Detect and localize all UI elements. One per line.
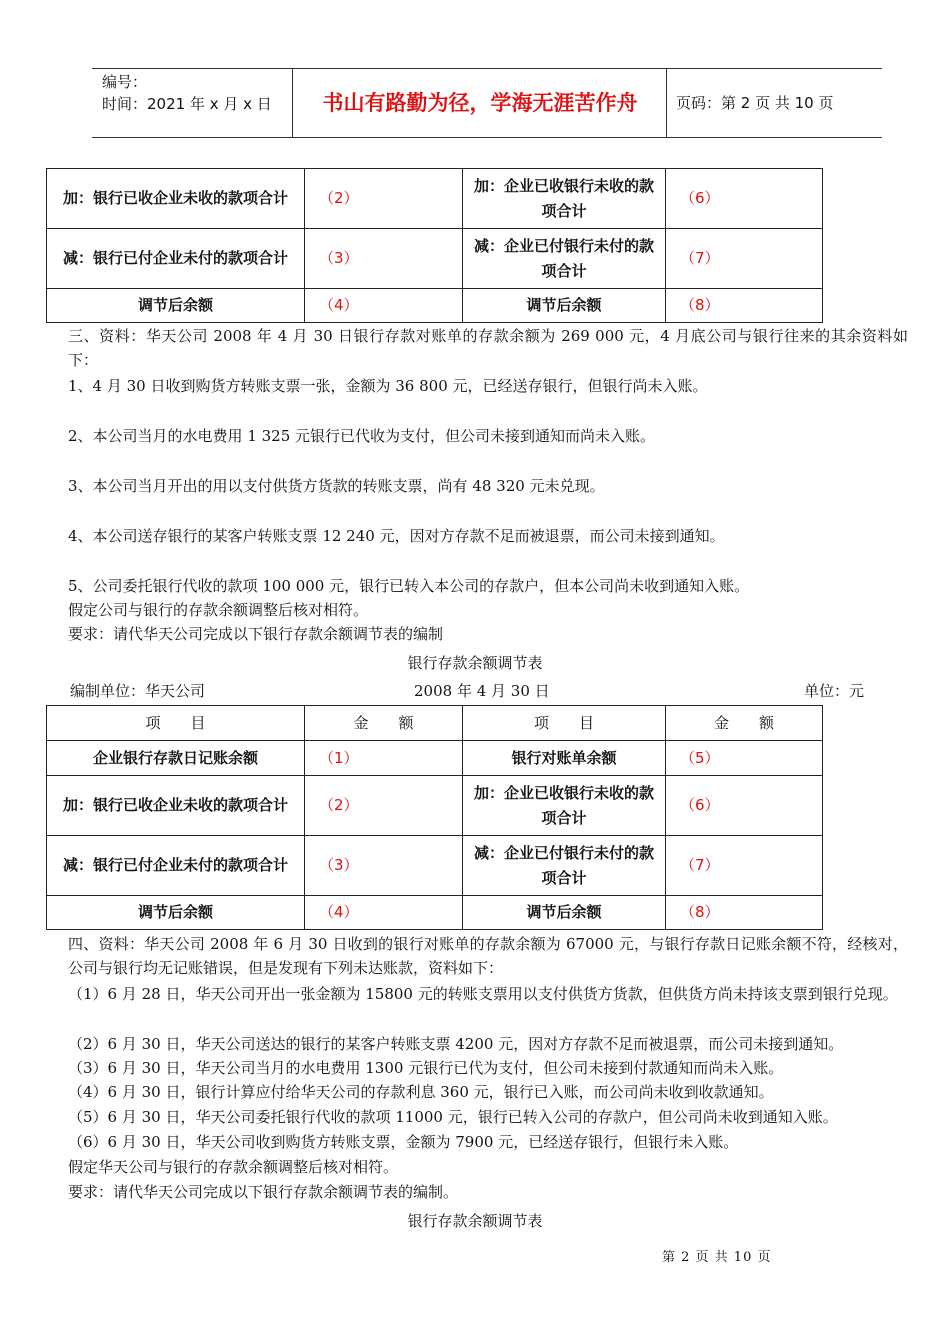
table-row — [47, 289, 823, 323]
page-header — [92, 68, 882, 138]
section4-item: （1）6 月 28 日，华天公司开出一张金额为 15800 元的转账支票用以支付供货方货款，但供货方尚未持该支票到银行兑现。 — [68, 985, 898, 1003]
column-header: 项 目 — [47, 706, 305, 741]
table-cell: （6） — [666, 169, 823, 229]
section4-item: （4）6 月 30 日，银行计算应付给华天公司的存款利息 360 元，银行已入账，而公司尚未收到收款通知。 — [68, 1083, 774, 1101]
table-cell: 调节后余额 — [463, 896, 666, 930]
header-number: 编号： — [102, 73, 148, 91]
page-footer: 第 2 页 共 10 页 — [662, 1250, 772, 1265]
table-cell: 加：银行已收企业未收的款项合计 — [47, 169, 305, 229]
section3-item: 1、4 月 30 日收到购货方转账支票一张，金额为 36 800 元，已经送存银行，但银行尚未入账。 — [68, 377, 708, 395]
table-cell: 调节后余额 — [463, 289, 666, 323]
table-cell: 减：银行已付企业未付的款项合计 — [47, 229, 305, 289]
table-cell: 加：企业已收银行未收的款项合计 — [463, 169, 666, 229]
table-cell: 调节后余额 — [47, 896, 305, 930]
section4-item: （5）6 月 30 日，华天公司委托银行代收的款项 11000 元，银行已转入公司的存款户，但公司尚未收到通知入账。 — [68, 1108, 838, 1126]
table-cell: （1） — [305, 741, 463, 776]
section3-item: 5、公司委托银行代收的款项 100 000 元，银行已转入本公司的存款户，但本公司尚未收到通知入账。 — [68, 577, 750, 595]
section3-item: 2、本公司当月的水电费用 1 325 元银行已代收为支付，但公司未接到通知而尚未入账。 — [68, 427, 656, 445]
section4-intro: 四、资料：华天公司 2008 年 6 月 30 日收到的银行对账单的存款余额为 67000 元，与银行存款日记账余额不符，经核对，公司与银行均无记账错误，但是发现有下列未达账款，资料如下： — [68, 935, 908, 977]
table-cell: （2） — [305, 169, 463, 229]
column-header: 金 额 — [305, 706, 463, 741]
table-cell: 银行对账单余额 — [463, 741, 666, 776]
header-page: 页码：第 2 页 共 10 页 — [676, 94, 834, 112]
section3-assumption: 假定公司与银行的存款余额调整后核对相符。 — [68, 601, 369, 619]
section3-item: 3、本公司当月开出的用以支付供货方货款的转账支票，尚有 48 320 元未兑现。 — [68, 477, 605, 495]
table-row — [47, 229, 823, 289]
header-meta — [102, 71, 272, 115]
header-time: 时间：2021 年 x 月 x 日 — [102, 95, 272, 113]
reconciliation-table-continued — [46, 168, 823, 323]
column-header: 金 额 — [666, 706, 823, 741]
table-title: 银行存款余额调节表 — [407, 654, 543, 672]
table-cell: 减：企业已付银行未付的款项合计 — [463, 836, 666, 896]
table-cell: （3） — [305, 836, 463, 896]
table-cell: 加：企业已收银行未收的款项合计 — [463, 776, 666, 836]
header-motto: 书山有路勤为径，学海无涯苦作舟 — [322, 91, 638, 115]
table-row — [47, 836, 823, 896]
table-cell: （4） — [305, 289, 463, 323]
section3-item: 4、本公司送存银行的某客户转账支票 12 240 元，因对方存款不足而被退票，而公司未接到通知。 — [68, 527, 725, 545]
table-cell: （7） — [666, 836, 823, 896]
prepared-by: 编制单位：华天公司 — [70, 682, 206, 700]
table-cell: （2） — [305, 776, 463, 836]
column-header: 项 目 — [463, 706, 666, 741]
section4-item: （2）6 月 30 日，华天公司送达的银行的某客户转账支票 4200 元，因对方存款不足而被退票，而公司未接到通知。 — [68, 1035, 844, 1053]
header-divider — [292, 69, 293, 137]
section3-intro: 三、资料：华天公司 2008 年 4 月 30 日银行存款对账单的存款余额为 269 000 元，4 月底公司与银行往来的其余资料如下： — [68, 327, 908, 369]
section4-requirement: 要求：请代华天公司完成以下银行存款余额调节表的编制。 — [68, 1183, 459, 1201]
table-row — [47, 896, 823, 930]
currency-unit: 单位：元 — [804, 682, 865, 700]
table-row — [47, 169, 823, 229]
header-divider — [666, 69, 667, 137]
table-cell: （4） — [305, 896, 463, 930]
section4-item: （6）6 月 30 日，华天公司收到购货方转账支票，金额为 7900 元，已经送存银行，但银行未入账。 — [68, 1133, 739, 1151]
section4-item: （3）6 月 30 日，华天公司当月的水电费用 1300 元银行已代为支付，但公司未接到付款通知而尚未入账。 — [68, 1059, 784, 1077]
table-cell: 减：企业已付银行未付的款项合计 — [463, 229, 666, 289]
table-cell: 企业银行存款日记账余额 — [47, 741, 305, 776]
section4-assumption: 假定华天公司与银行的存款余额调整后核对相符。 — [68, 1158, 399, 1176]
table-cell: （8） — [666, 289, 823, 323]
table-cell: （8） — [666, 896, 823, 930]
table-cell: 加：银行已收企业未收的款项合计 — [47, 776, 305, 836]
table-cell: （7） — [666, 229, 823, 289]
table-cell: （5） — [666, 741, 823, 776]
table-cell: 调节后余额 — [47, 289, 305, 323]
table-row — [47, 741, 823, 776]
table-header-row — [47, 706, 823, 741]
table-date: 2008 年 4 月 30 日 — [414, 682, 550, 700]
reconciliation-table — [46, 705, 823, 930]
table-title: 银行存款余额调节表 — [407, 1212, 543, 1230]
section3-requirement: 要求：请代华天公司完成以下银行存款余额调节表的编制 — [68, 625, 444, 643]
table-row — [47, 776, 823, 836]
table-cell: 减：银行已付企业未付的款项合计 — [47, 836, 305, 896]
table-cell: （6） — [666, 776, 823, 836]
table-cell: （3） — [305, 229, 463, 289]
